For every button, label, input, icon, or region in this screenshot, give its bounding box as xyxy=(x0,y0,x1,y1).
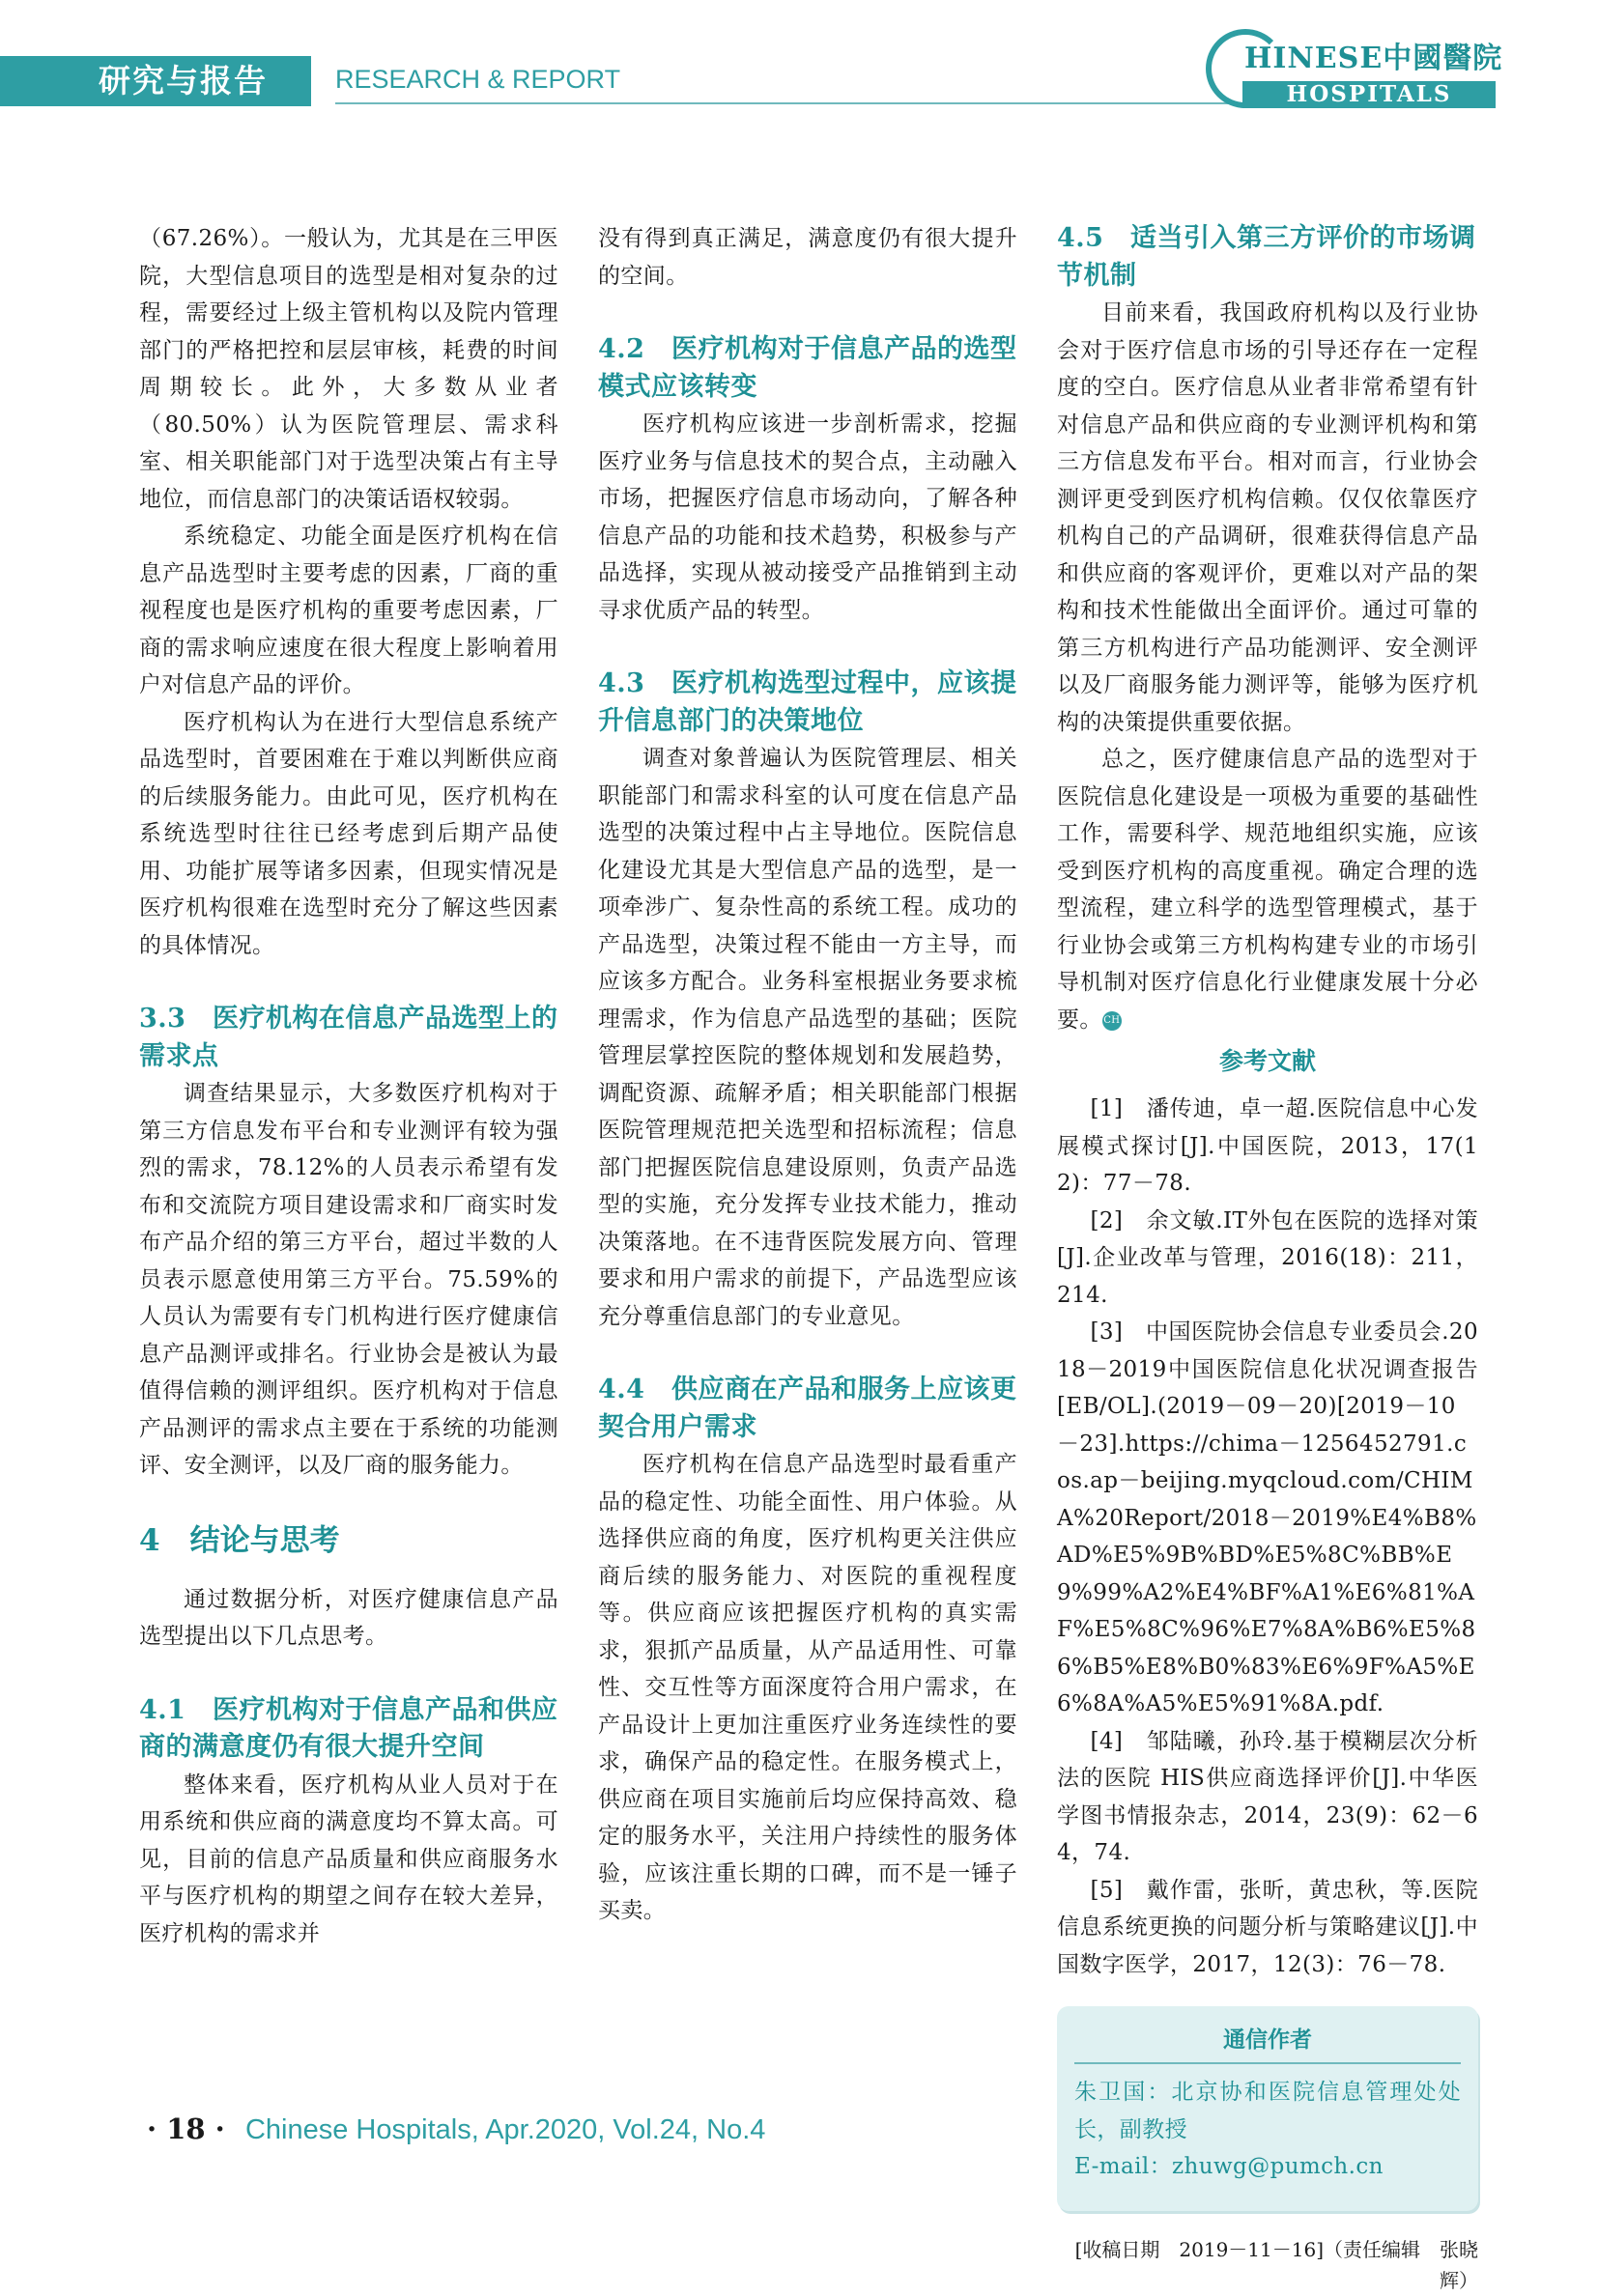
reference-item: [5] 戴作雷，张昕，黄忠秋，等.医院信息系统更换的问题分析与策略建议[J].中国数字医学，2017，12(3)：76－78. xyxy=(1057,1877,1478,1977)
paragraph xyxy=(1057,741,1478,1038)
logo-line1: HINESE中國醫院 xyxy=(1244,42,1503,75)
end-mark-icon: CH xyxy=(1102,1011,1122,1031)
correspondence-author: 朱卫国：北京协和医院信息管理处处长，副教授 xyxy=(1074,2080,1461,2142)
reference-item: [3] 中国医院协会信息专业委员会.2018－2019中国医院信息化状况调查报告[EB/OL].(2019－09－20)[2019－10－23].https://chima－1256452791.cos.ap－beijing.myqcloud.com/CHIMA%20Report/2018－2019%E4%B8%AD%E5%9B%BD%E5%8C%BB%E9%99%A2%E4%BF%A1%E6%81%AF%E5%8C%96%E7%8A%B6%E5%86%B5%E8%B0%83%E6%9F%A5%E6%8A%A5%E5%91%8A.pdf. xyxy=(1057,1319,1478,1716)
page-number: · 18 · xyxy=(147,2112,225,2145)
paragraph-text: 总之，医疗健康信息产品的选型对于医院信息化建设是一项极为重要的基础性工作，需要科学、规范地组织实施，应该受到医疗机构的高度重视。确定合理的选型流程，建立科学的选型管理模式，基于行业协会或第三方机构构建专业的市场引导机制对医疗信息化行业健康发展十分必要。 xyxy=(1057,747,1478,1033)
correspondence-rule xyxy=(1074,2062,1461,2064)
paragraph: 医疗机构在信息产品选型时最看重产品的稳定性、功能全面性、用户体验。从选择供应商的角度，医疗机构更关注供应商后续的服务能力、对医院的重视程度等。供应商应该把握医疗机构的真实需求，狠抓产品质量，从产品适用性、可靠性、交互性等方面深度符合用户需求，在产品设计上更加注重医疗业务连续性的要求，确保产品的稳定性。在服务模式上，供应商在项目实施前后均应保持高效、稳定的服务水平，关注用户持续性的服务体验，应该注重长期的口碑，而不是一锤子买卖。 xyxy=(598,1452,1017,1923)
paragraph: 调查对象普遍认为医院管理层、相关职能部门和需求科室的认可度在信息产品选型的决策过程中占主导地位。医院信息化建设尤其是大型信息产品的选型，是一项牵涉广、复杂性高的系统工程。成功的产品选型，决策过程不能由一方主导，而应该多方配合。业务科室根据业务要求梳理需求，作为信息产品选型的基础；医院管理层掌控医院的整体规划和发展趋势，调配资源、疏解矛盾；相关职能部门根据医院管理规范把关选型和招标流程；信息部门把握医院信息建设原则，负责产品选型的实施，充分发挥专业技术能力，推动决策落地。在不违背医院发展方向、管理要求和用户需求的前提下，产品选型应该充分尊重信息部门的专业意见。 xyxy=(598,746,1017,1329)
correspondence-email[interactable]: E-mail：zhuwg@pumch.cn xyxy=(1074,2154,1384,2179)
paragraph: （67.26%）。一般认为，尤其是在三甲医院，大型信息项目的选型是相对复杂的过程，需要经过上级主管机构以及院内管理部门的严格把控和层层审核，耗费的时间周期较长。此外，大多数从业者（80.50%）认为医院管理层、需求科室、相关职能部门对于选型决策占有主导地位，而信息部门的决策话语权较弱。 xyxy=(139,226,558,512)
journal-logo xyxy=(1206,29,1503,112)
header-rule xyxy=(335,102,1258,104)
section-heading-4-1: 4.1 医疗机构对于信息产品和供应商的满意度仍有很大提升空间 xyxy=(139,1694,558,1762)
reference-item: [2] 余文敏.IT外包在医院的选择对策[J].企业改革与管理，2016(18)：211，214. xyxy=(1057,1207,1478,1308)
reference-item: [1] 潘传迪，卓一超.医院信息中心发展模式探讨[J].中国医院，2013，17(12)：77－78. xyxy=(1057,1096,1478,1196)
section-heading-4-5: 4.5 适当引入第三方评价的市场调节机制 xyxy=(1057,223,1476,291)
section-heading-4: 4 结论与思考 xyxy=(139,1522,340,1558)
received-date: [收稿日期 2019－11－16]（责任编辑 张晓辉） xyxy=(1074,2237,1478,2292)
paragraph: 整体来看，医疗机构从业人员对于在用系统和供应商的满意度均不算太高。可见，目前的信息产品质量和供应商服务水平与医疗机构的期望之间存在较大差异，医疗机构的需求并 xyxy=(139,1772,558,1946)
section-heading-4-4: 4.4 供应商在产品和服务上应该更契合用户需求 xyxy=(598,1375,1017,1442)
section-heading-3-3: 3.3 医疗机构在信息产品选型上的需求点 xyxy=(139,1004,558,1071)
section-title-en: RESEARCH & REPORT xyxy=(335,65,621,94)
column-2 xyxy=(598,220,1017,1930)
paragraph: 调查结果显示，大多数医疗机构对于第三方信息发布平台和专业测评有较为强烈的需求，78.12%的人员表示希望有发布和交流院方项目建设需求和厂商实时发布产品介绍的第三方平台，超过半数的人员表示愿意使用第三方平台。75.59%的人员认为需要有专门机构进行医疗健康信息产品测评或排名。行业协会是被认为最值得信赖的测评组织。医疗机构对于信息产品测评的需求点主要在于系统的功能测评、安全测评，以及厂商的服务能力。 xyxy=(139,1081,558,1478)
section-title-cn: 研究与报告 xyxy=(99,62,268,99)
correspondence-title: 通信作者 xyxy=(1223,2027,1312,2053)
paragraph: 系统稳定、功能全面是医疗机构在信息产品选型时主要考虑的因素，厂商的重视程度也是医疗机构的重要考虑因素，厂商的需求响应速度在很大程度上影响着用户对信息产品的评价。 xyxy=(139,524,558,697)
paragraph: 没有得到真正满足，满意度仍有很大提升的空间。 xyxy=(598,226,1017,289)
paragraph: 医疗机构应该进一步剖析需求，挖掘医疗业务与信息技术的契合点，主动融入市场，把握医疗信息市场动向，了解各种信息产品的功能和技术趋势，积极参与产品选择，实现从被动接受产品推销到主动寻求优质产品的转型。 xyxy=(598,411,1017,623)
section-heading-4-2: 4.2 医疗机构对于信息产品的选型模式应该转变 xyxy=(598,334,1017,402)
page-footer xyxy=(147,2110,765,2148)
paragraph: 通过数据分析，对医疗健康信息产品选型提出以下几点思考。 xyxy=(139,1586,558,1649)
paragraph: 目前来看，我国政府机构以及行业协会对于医疗信息市场的引导还存在一定程度的空白。医疗信息从业者非常希望有针对信息产品和供应商的专业测评机构和第三方信息发布平台。相对而言，行业协会测评更受到医疗机构信赖。仅仅依靠医疗机构自己的产品调研，很难获得信息产品和供应商的客观评价，更难以对产品的架构和技术性能做出全面评价。通过可靠的第三方机构进行产品功能测评、安全测评以及厂商服务能力测评等，能够为医疗机构的决策提供重要依据。 xyxy=(1057,300,1478,735)
references-title: 参考文献 xyxy=(1218,1047,1316,1075)
column-3 xyxy=(1057,220,1478,2296)
logo-line2: HOSPITALS xyxy=(1242,81,1496,108)
reference-item: [4] 邹陆曦，孙玲.基于模糊层次分析法的医院 HIS供应商选择评价[J].中华医学图书情报杂志，2014，23(9)：62－64，74. xyxy=(1057,1728,1478,1865)
paragraph: 医疗机构认为在进行大型信息系统产品选型时，首要困难在于难以判断供应商的后续服务能力。由此可见，医疗机构在系统选型时往往已经考虑到后期产品使用、功能扩展等诸多因素，但现实情况是医疗机构很难在选型时充分了解这些因素的具体情况。 xyxy=(139,709,558,958)
correspondence-box xyxy=(1057,2006,1478,2211)
column-1 xyxy=(139,220,558,1952)
section-heading-4-3: 4.3 医疗机构选型过程中，应该提升信息部门的决策地位 xyxy=(598,668,1017,736)
journal-citation: Chinese Hospitals, Apr.2020, Vol.24, No.4 xyxy=(244,2114,766,2145)
